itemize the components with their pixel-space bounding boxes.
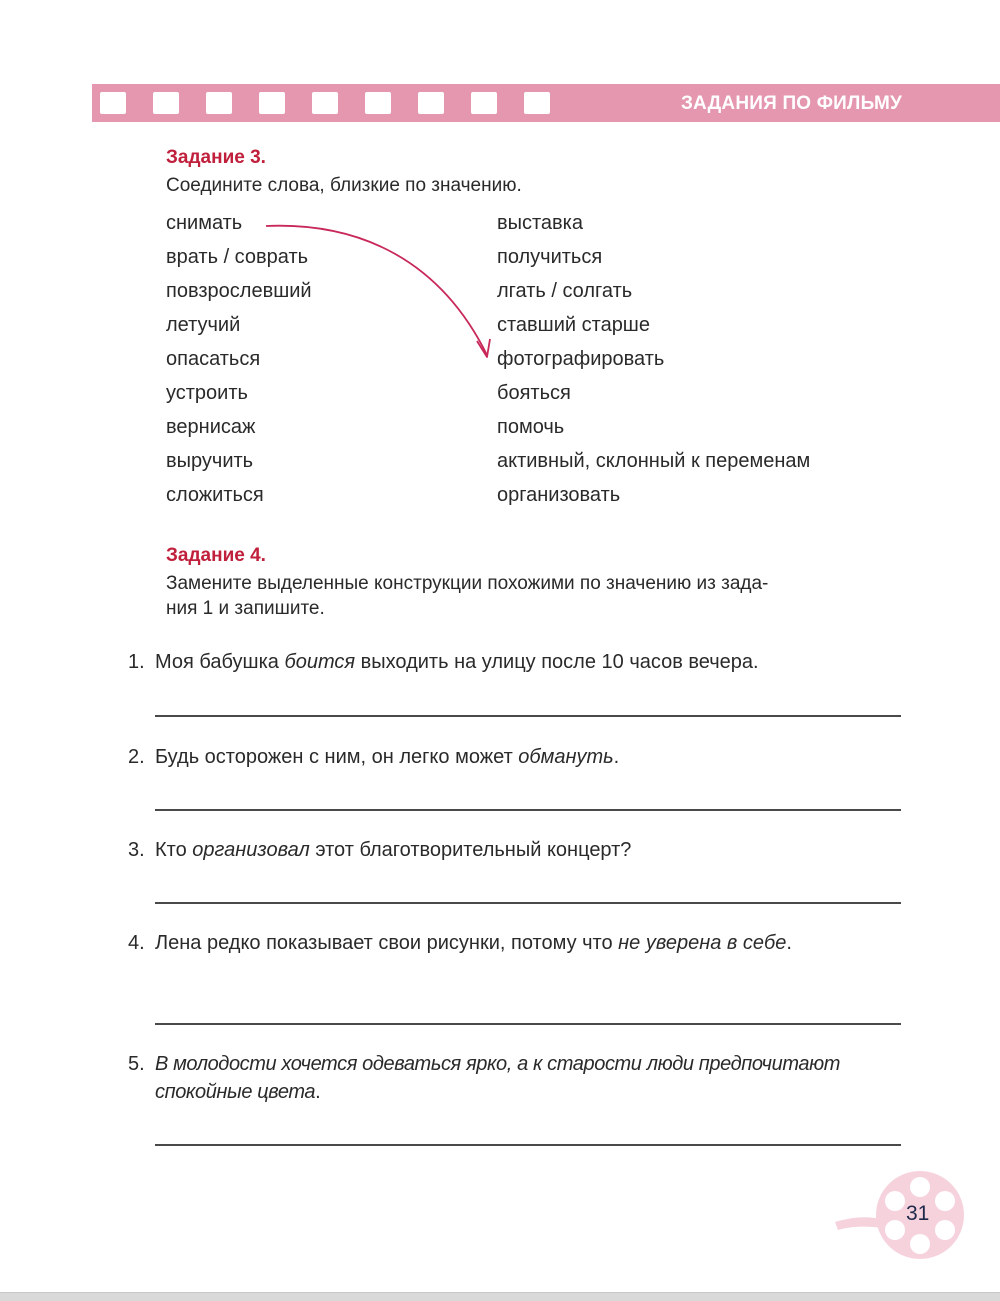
- exercise-number: 5.: [128, 1053, 145, 1075]
- exercise-sentence: Моя бабушка боится выходить на улицу после 10 часов вечера.: [155, 651, 759, 673]
- answer-line[interactable]: [155, 809, 901, 811]
- highlighted-phrase: не уверена в себе: [618, 932, 787, 954]
- page-number: 31: [906, 1202, 930, 1225]
- match-word-right[interactable]: выставка: [497, 212, 583, 234]
- match-word-right[interactable]: фотографировать: [497, 348, 665, 370]
- film-hole: [471, 92, 497, 114]
- task4-title: Задание 4.: [166, 545, 266, 566]
- answer-line[interactable]: [155, 1144, 901, 1146]
- answer-line[interactable]: [155, 1023, 901, 1025]
- match-word-left[interactable]: летучий: [166, 314, 241, 336]
- film-hole: [418, 92, 444, 114]
- exercise-sentence: Кто организовал этот благотворительный концерт?: [155, 839, 632, 861]
- exercise-item: [128, 743, 901, 771]
- match-word-right[interactable]: лгать / солгать: [497, 280, 633, 302]
- film-hole: [312, 92, 338, 114]
- highlighted-phrase: организовал: [192, 839, 310, 861]
- exercise-item: [128, 1050, 901, 1106]
- task3-instruction: Соедините слова, близкие по значению.: [166, 175, 522, 196]
- film-hole: [100, 92, 126, 114]
- match-word-right[interactable]: помочь: [497, 416, 565, 438]
- highlighted-phrase: В молодости хочется одеваться ярко, а к старости люди предпочитают спокойные цвета: [155, 1053, 840, 1103]
- film-hole: [524, 92, 550, 114]
- match-word-left[interactable]: снимать: [166, 212, 243, 234]
- section-header-band: [92, 84, 1000, 122]
- film-hole: [259, 92, 285, 114]
- exercise-number: 3.: [128, 839, 145, 861]
- match-word-left[interactable]: опасаться: [166, 348, 261, 370]
- exercise-sentence: Лена редко показывает свои рисунки, потому что не уверена в себе.: [155, 932, 792, 954]
- match-word-right[interactable]: ставший старше: [497, 314, 650, 336]
- highlighted-phrase: обмануть: [518, 746, 614, 768]
- task4-instruction-line1: Замените выделенные конструкции похожими по значению из зада-: [166, 573, 769, 594]
- arrow-head-icon: [477, 339, 490, 357]
- match-word-left[interactable]: вернисаж: [166, 416, 256, 438]
- answer-line[interactable]: [155, 902, 901, 904]
- match-word-left[interactable]: врать / соврать: [166, 246, 309, 268]
- match-word-right[interactable]: активный, склонный к переменам: [497, 450, 811, 472]
- match-word-left[interactable]: выручить: [166, 450, 254, 472]
- film-hole: [365, 92, 391, 114]
- section-title: ЗАДАНИЯ ПО ФИЛЬМУ: [680, 93, 902, 114]
- match-word-left[interactable]: сложиться: [166, 484, 264, 506]
- match-word-right[interactable]: бояться: [497, 382, 571, 404]
- highlighted-phrase: боится: [284, 651, 356, 673]
- exercise-sentence: В молодости хочется одеваться ярко, а к старости люди предпочитают спокойные цвета.: [155, 1053, 840, 1103]
- match-word-right[interactable]: получиться: [497, 246, 603, 268]
- task4-instruction: [166, 571, 768, 621]
- exercise-sentence: Будь осторожен с ним, он легко может обмануть.: [155, 746, 620, 768]
- task3-title: Задание 3.: [166, 147, 266, 168]
- match-word-right[interactable]: организовать: [497, 484, 621, 506]
- exercise-item: [128, 836, 901, 864]
- task4-instruction-line2: ния 1 и запишите.: [166, 598, 325, 619]
- film-reel-icon: [830, 1170, 970, 1270]
- exercise-item: [128, 929, 901, 957]
- exercise-number: 2.: [128, 746, 145, 768]
- film-hole: [206, 92, 232, 114]
- match-word-left[interactable]: повзрослевший: [166, 280, 312, 302]
- film-hole: [153, 92, 179, 114]
- answer-line[interactable]: [155, 715, 901, 717]
- exercise-item: [128, 648, 901, 676]
- match-word-left[interactable]: устроить: [166, 382, 248, 404]
- exercise-number: 4.: [128, 932, 145, 954]
- exercise-number: 1.: [128, 651, 145, 673]
